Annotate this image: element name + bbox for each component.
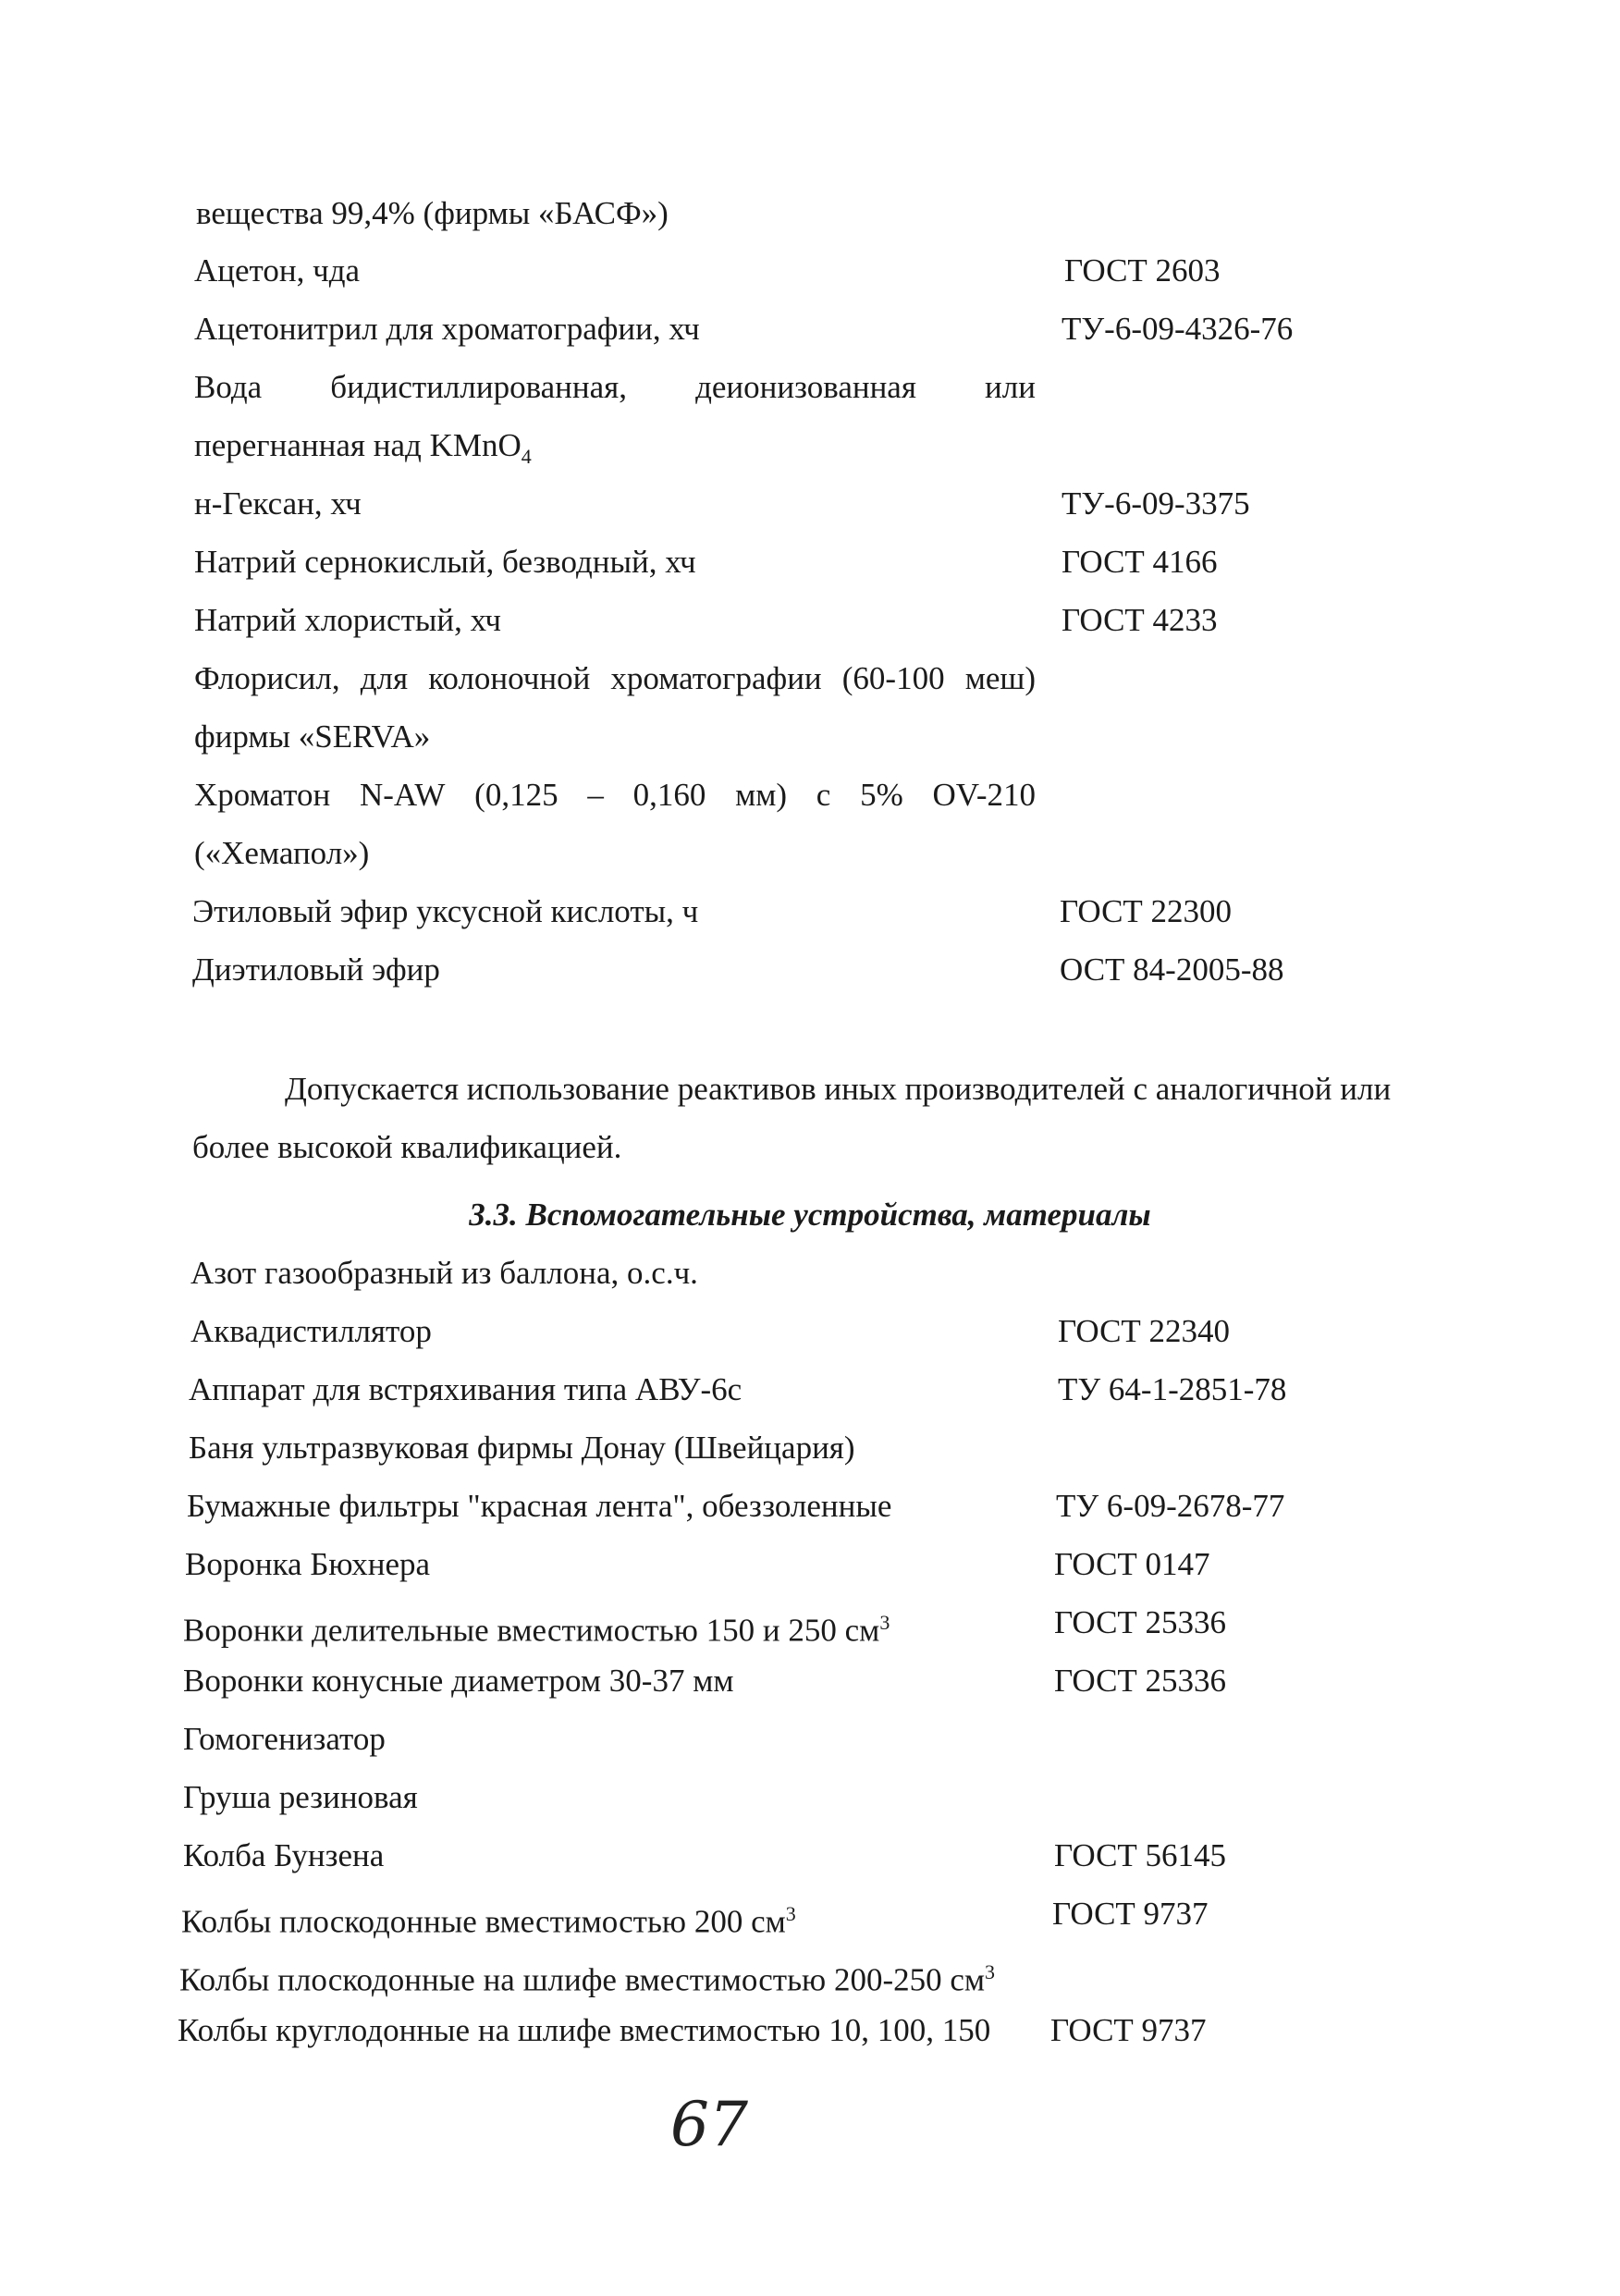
list-item bbox=[0, 883, 1620, 940]
list-item bbox=[0, 534, 1620, 591]
reagent-standard: ОСТ 84-2005-88 bbox=[1060, 952, 1284, 988]
list-item bbox=[0, 301, 1620, 358]
reagent-standard: ТУ-6-09-4326-76 bbox=[1062, 311, 1294, 347]
reagent-name: фирмы «SERVA» bbox=[194, 718, 431, 755]
reagent-standard: ГОСТ 4233 bbox=[1062, 602, 1218, 638]
word: N-AW bbox=[359, 777, 446, 813]
word: деионизованная bbox=[695, 369, 916, 405]
item-standard: ГОСТ 0147 bbox=[1054, 1546, 1210, 1582]
reagent-name: Ацетон, чда bbox=[194, 252, 361, 289]
superscript: 3 bbox=[985, 1960, 996, 1983]
item-name: Воронки конусные диаметром 30-37 мм bbox=[183, 1663, 734, 1699]
word: бидистиллированная, bbox=[330, 369, 628, 405]
item-text: Воронки делительные вместимостью 150 и 250 см bbox=[183, 1612, 880, 1649]
list-item bbox=[0, 1478, 1620, 1535]
item-standard: ГОСТ 25336 bbox=[1054, 1604, 1227, 1640]
list-item bbox=[0, 592, 1620, 649]
word: (0,125 bbox=[474, 777, 558, 813]
list-item bbox=[0, 1827, 1620, 1885]
list-item bbox=[0, 650, 1620, 707]
reagent-line: вещества 99,4% (фирмы «БАСФ») bbox=[196, 195, 669, 231]
item-name: Колбы круглодонные на шлифе вместимостью 10, 100, 150 bbox=[178, 2012, 991, 2048]
list-item bbox=[0, 417, 1620, 474]
reagent-name: Натрий хлористый, хч bbox=[194, 602, 501, 638]
item-text: Колбы плоскодонные на шлифе вместимостью 200-250 см bbox=[179, 1961, 986, 1998]
list-item bbox=[0, 1885, 1620, 1943]
word: колоночной bbox=[428, 660, 591, 696]
reagent-name: Натрий сернокислый, безводный, хч bbox=[194, 544, 696, 580]
item-name: Бумажные фильтры "красная лента", обеззоленные bbox=[187, 1488, 892, 1524]
item-name bbox=[179, 1944, 995, 2009]
list-item bbox=[0, 1711, 1620, 1768]
item-standard: ГОСТ 22340 bbox=[1058, 1313, 1231, 1349]
list-item bbox=[0, 1652, 1620, 1710]
reagent-name: н-Гексан, хч bbox=[194, 485, 362, 522]
note-line: Допускается использование реактивов иных производителей с аналогичной или bbox=[285, 1071, 1392, 1107]
word: или bbox=[985, 369, 1036, 405]
note-line: более высокой квалификацией. bbox=[192, 1129, 622, 1165]
word: 5% bbox=[860, 777, 903, 813]
superscript: 3 bbox=[879, 1611, 890, 1634]
list-item bbox=[0, 1944, 1620, 2001]
list-item bbox=[0, 1303, 1620, 1360]
reagent-name: Ацетонитрил для хроматографии, хч bbox=[194, 311, 700, 347]
reagent-standard: ТУ-6-09-3375 bbox=[1062, 485, 1250, 522]
item-name bbox=[181, 1885, 796, 1951]
list-item bbox=[0, 1245, 1620, 1302]
word: Флорисил, bbox=[194, 660, 340, 696]
item-standard: ГОСТ 56145 bbox=[1054, 1837, 1227, 1873]
word: Хроматон bbox=[194, 777, 331, 813]
list-item bbox=[0, 941, 1620, 999]
list-item bbox=[0, 2002, 1620, 2059]
word: – bbox=[587, 777, 604, 813]
word: OV-210 bbox=[932, 777, 1036, 813]
word: хроматографии bbox=[610, 660, 822, 696]
word: мм) bbox=[735, 777, 788, 813]
reagent-name: Диэтиловый эфир bbox=[192, 952, 440, 988]
item-standard: ГОСТ 9737 bbox=[1052, 1896, 1209, 1932]
superscript: 3 bbox=[785, 1902, 796, 1925]
reagent-name bbox=[194, 650, 1036, 707]
word: меш) bbox=[964, 660, 1036, 696]
list-item bbox=[0, 359, 1620, 416]
list-item bbox=[0, 1769, 1620, 1826]
list-item bbox=[0, 185, 1620, 242]
reagent-name bbox=[194, 359, 1036, 416]
item-name: Гомогенизатор bbox=[183, 1721, 386, 1757]
word: (60-100 bbox=[841, 660, 945, 696]
item-standard: ТУ 64-1-2851-78 bbox=[1058, 1371, 1287, 1407]
subscript: 4 bbox=[521, 445, 532, 468]
item-text: Колбы плоскодонные вместимостью 200 см bbox=[181, 1903, 786, 1940]
word: для bbox=[360, 660, 409, 696]
item-name: Груша резиновая bbox=[183, 1779, 418, 1815]
list-item bbox=[0, 475, 1620, 533]
reagent-name: («Хемапол») bbox=[194, 835, 370, 871]
item-name: Аппарат для встряхивания типа АВУ-6с bbox=[189, 1371, 742, 1407]
item-standard: ГОСТ 9737 bbox=[1050, 2012, 1207, 2048]
section-title: 3.3. Вспомогательные устройства, материалы bbox=[469, 1197, 1151, 1233]
word: 0,160 bbox=[632, 777, 706, 813]
item-name: Аквадистиллятор bbox=[190, 1313, 432, 1349]
list-item bbox=[0, 1419, 1620, 1477]
list-item bbox=[0, 825, 1620, 882]
reagent-text: перегнанная над KMnO bbox=[194, 427, 522, 463]
word: с bbox=[816, 777, 831, 813]
list-item bbox=[0, 1536, 1620, 1593]
list-item bbox=[0, 767, 1620, 824]
item-standard: ТУ 6-09-2678-77 bbox=[1056, 1488, 1285, 1524]
list-item bbox=[0, 1361, 1620, 1418]
item-name: Азот газообразный из баллона, о.с.ч. bbox=[190, 1255, 698, 1291]
list-item bbox=[0, 242, 1620, 300]
reagent-name bbox=[194, 767, 1036, 824]
item-name: Баня ультразвуковая фирмы Донау (Швейцария) bbox=[189, 1430, 855, 1466]
item-name: Воронка Бюхнера bbox=[185, 1546, 431, 1582]
reagent-standard: ГОСТ 2603 bbox=[1064, 252, 1221, 289]
reagent-standard: ГОСТ 4166 bbox=[1062, 544, 1218, 580]
item-standard: ГОСТ 25336 bbox=[1054, 1663, 1227, 1699]
reagent-standard: ГОСТ 22300 bbox=[1060, 893, 1233, 929]
word: Вода bbox=[194, 369, 263, 405]
item-name bbox=[183, 1594, 890, 1660]
list-item bbox=[0, 1594, 1620, 1651]
list-item bbox=[0, 708, 1620, 766]
reagent-name: Этиловый эфир уксусной кислоты, ч bbox=[192, 893, 699, 929]
page-number: 67 bbox=[670, 2089, 748, 2160]
item-name: Колба Бунзена bbox=[183, 1837, 385, 1873]
